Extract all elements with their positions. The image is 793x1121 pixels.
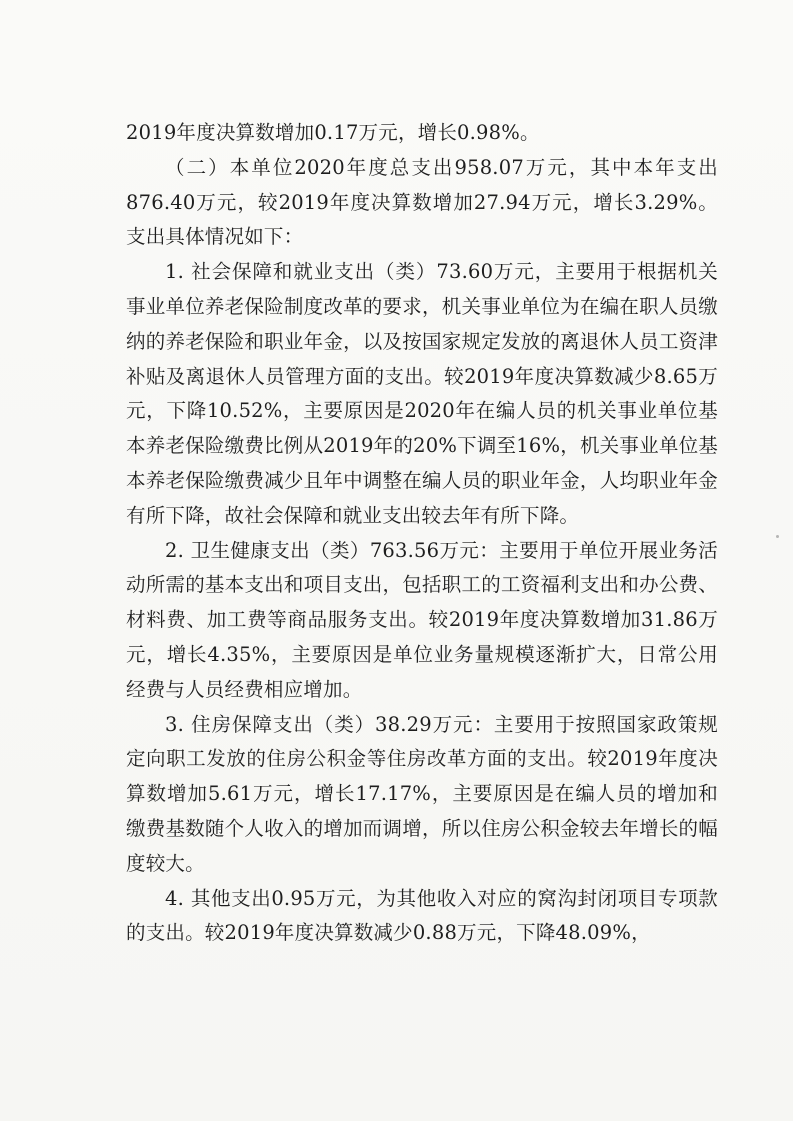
paragraph-social-security: 1. 社会保障和就业支出（类）73.60万元，主要用于根据机关事业单位养老保险制度改革的要求，机关事业单位为在编在职人员缴纳的养老保险和职业年金，以及按国家规定发放的离退休人员工资津补贴及离退休人员管理方面的支出。较2019年度决算数减少8.65万元，下降10.52%，主要原因是2020年在编人员的机关事业单位基本养老保险缴费比例从2019年的20%下调至16%，机关事业单位基本养老保险缴费减少且年中调整在编人员的职业年金，人均职业年金有所下降，故社会保障和就业支出较去年有所下降。 [126, 260, 718, 527]
paragraph-housing: 3. 住房保障支出（类）38.29万元：主要用于按照国家政策规定向职工发放的住房公积金等住房改革方面的支出。较2019年度决算数增加5.61万元，增长17.17%，主要原因是在编人员的增加和缴费基数随个人收入的增加而调增，所以住房公积金较去年增长的幅度较大。 [126, 712, 718, 875]
document-body [126, 116, 718, 951]
paragraph-total-expenditure: （二）本单位2020年度总支出958.07万元，其中本年支出876.40万元，较2019年度决算数增加27.94万元，增长3.29%。支出具体情况如下： [126, 155, 718, 249]
scan-dust-mark [776, 535, 779, 538]
scan-dust-mark [700, 548, 703, 551]
paragraph-other: 4. 其他支出0.95万元，为其他收入对应的窝沟封闭项目专项款的支出。较2019年度决算数减少0.88万元，下降48.09%， [126, 886, 718, 945]
paragraph-continuation: 2019年度决算数增加0.17万元，增长0.98%。 [126, 121, 540, 144]
paragraph-health: 2. 卫生健康支出（类）763.56万元：主要用于单位开展业务活动所需的基本支出和项目支出，包括职工的工资福利支出和办公费、材料费、加工费等商品服务支出。较2019年度决算数增加31.86万元，增长4.35%，主要原因是单位业务量规模逐渐扩大，日常公用经费与人员经费相应增加。 [126, 538, 718, 701]
